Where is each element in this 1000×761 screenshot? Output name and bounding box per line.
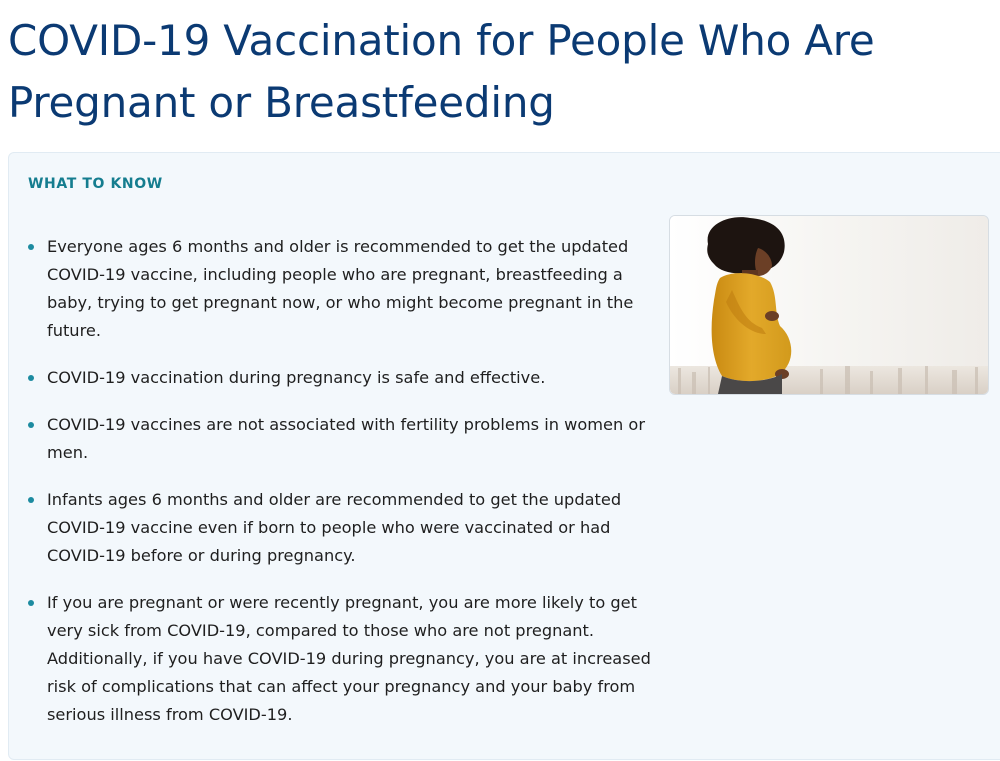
bullet-dot-icon — [28, 422, 34, 428]
bullet-dot-icon — [28, 244, 34, 250]
list-item-text: Infants ages 6 months and older are recommended to get the updated COVID-19 vaccine even if born to people who were vaccinated or had COVID-19 before or during pregnancy. — [47, 490, 622, 565]
page-title: COVID-19 Vaccination for People Who Are Pregnant or Breastfeeding — [8, 16, 875, 127]
bullet-dot-icon — [28, 497, 34, 503]
list-item-text: COVID-19 vaccines are not associated with fertility problems in women or men. — [47, 415, 645, 462]
list-item-text: Everyone ages 6 months and older is recommended to get the updated COVID-19 vaccine, including people who are pregnant, breastfeeding a baby, trying to get pregnant now, or who might become pregnant in the future. — [47, 237, 634, 340]
what-to-know-heading: WHAT TO KNOW — [28, 176, 163, 192]
what-to-know-list — [26, 233, 656, 748]
what-to-know-box — [8, 152, 1000, 760]
list-item — [26, 411, 656, 467]
pregnant-woman-photo — [669, 215, 989, 395]
list-item-text: COVID-19 vaccination during pregnancy is safe and effective. — [47, 368, 546, 387]
list-item — [26, 233, 656, 345]
list-item-text: If you are pregnant or were recently pregnant, you are more likely to get very sick from COVID-19, compared to those who are not pregnant. Additionally, if you have COVID-19 during pregnancy, you are at increased risk of complications that can affect your pregnancy and your baby from serious illness from COVID-19. — [47, 593, 651, 724]
list-item — [26, 364, 656, 392]
list-item — [26, 589, 656, 729]
list-item — [26, 486, 656, 570]
bullet-dot-icon — [28, 600, 34, 606]
bullet-dot-icon — [28, 375, 34, 381]
